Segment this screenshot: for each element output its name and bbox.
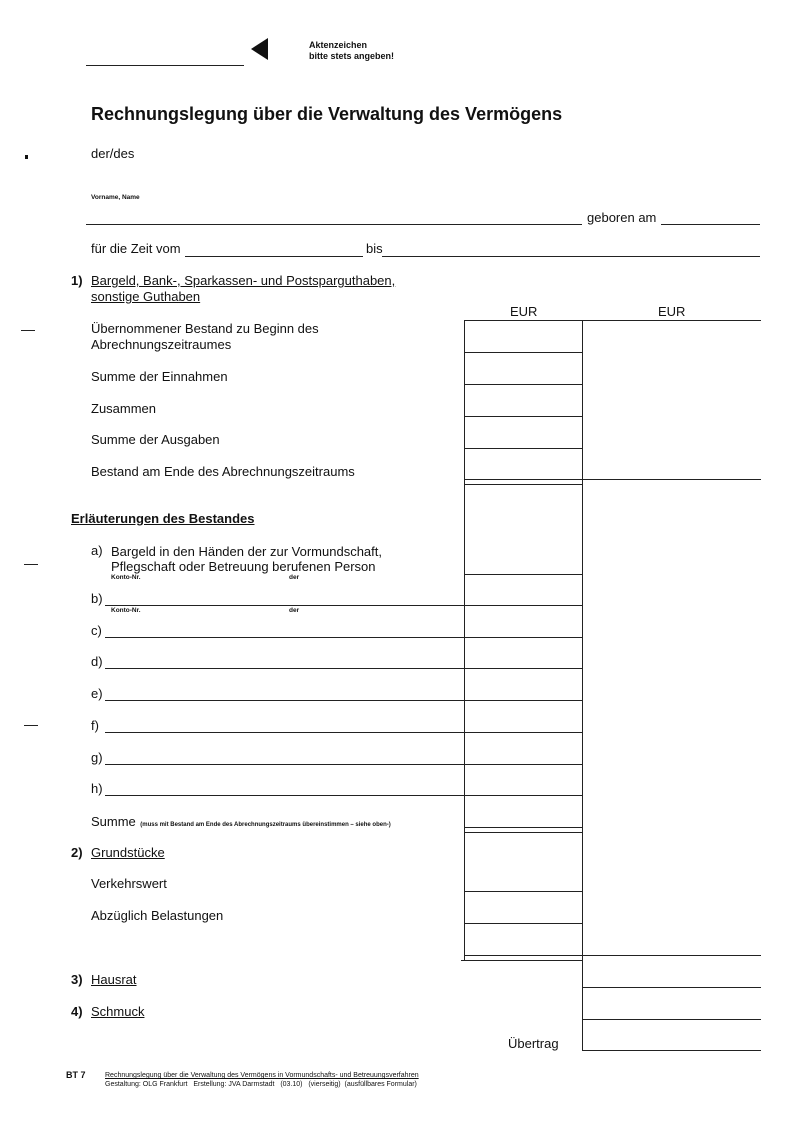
amount-ausgaben[interactable]	[464, 417, 582, 447]
amount-h[interactable]	[464, 765, 582, 794]
aktenzeichen-hint: bitte stets angeben!	[309, 51, 395, 61]
amount-summe[interactable]	[464, 796, 582, 826]
konto-label: Konto-Nr.	[111, 574, 141, 581]
amount-einnahmen[interactable]	[464, 353, 582, 383]
item-b-label: b)	[91, 591, 103, 606]
margin-mark	[24, 564, 38, 565]
item-g-field[interactable]	[105, 764, 464, 765]
amount-verkehrswert[interactable]	[464, 860, 582, 890]
item-a-text-l1: Bargeld in den Händen der zur Vormundschaft,	[111, 544, 383, 559]
section-4-title: Schmuck	[91, 1004, 145, 1019]
section-1-num: 1)	[71, 273, 83, 288]
uebertrag-label: Übertrag	[508, 1036, 559, 1051]
aktenzeichen-label: Aktenzeichen	[309, 40, 368, 50]
section-2-title: Grundstücke	[91, 845, 165, 860]
amount-e[interactable]	[464, 669, 582, 699]
section-2-num: 2)	[71, 845, 83, 860]
geboren-label: geboren am	[587, 210, 657, 225]
amount-g[interactable]	[464, 733, 582, 763]
item-a-text-l2: Pflegschaft oder Betreuung berufenen Person	[111, 559, 376, 574]
amount-b[interactable]	[464, 575, 582, 604]
derdes-label: der/des	[91, 146, 135, 161]
currency-header-2: EUR	[658, 304, 686, 319]
item-d-label: d)	[91, 654, 103, 669]
row-zusammen: Zusammen	[91, 401, 157, 416]
row-uebernommen-l2: Abrechnungszeitraumes	[91, 337, 232, 352]
geboren-field[interactable]	[661, 224, 760, 225]
item-c-field[interactable]	[105, 637, 464, 638]
summe-label: Summe	[91, 814, 136, 829]
page-title: Rechnungslegung über die Verwaltung des Vermögens	[91, 104, 563, 124]
total-hausrat[interactable]	[583, 956, 761, 986]
footer-line-2: Gestaltung: OLG Frankfurt Erstellung: JVA Darmstadt (03.10) (vierseitig) (ausfüllbares Formular)	[105, 1081, 417, 1088]
der-label: der	[289, 607, 300, 614]
amount-uebernommen[interactable]	[464, 321, 582, 351]
item-d-field[interactable]	[105, 668, 464, 669]
zeit-von-field[interactable]	[185, 256, 363, 257]
amount-f[interactable]	[464, 701, 582, 731]
total-uebertrag[interactable]	[583, 1020, 761, 1049]
margin-dot	[25, 155, 28, 159]
row-uebernommen-l1: Übernommener Bestand zu Beginn des	[91, 321, 319, 336]
amount-c[interactable]	[464, 606, 582, 636]
row-ausgaben: Summe der Ausgaben	[91, 432, 220, 447]
item-b-field[interactable]	[105, 605, 464, 606]
item-h-field[interactable]	[105, 795, 464, 796]
item-f-label: f)	[91, 718, 99, 733]
total-bestand-ende[interactable]	[583, 449, 761, 479]
name-field[interactable]	[86, 224, 582, 225]
row-verkehrswert: Verkehrswert	[91, 876, 167, 891]
footer-code: BT 7	[66, 1070, 86, 1080]
total-schmuck[interactable]	[583, 988, 761, 1018]
konto-label: Konto-Nr.	[111, 607, 141, 614]
footer-line-1: Rechnungslegung über die Verwaltung des Vermögens in Vormundschafts- und Betreuungsverfahren	[105, 1072, 419, 1079]
arrow-left-icon	[251, 38, 268, 60]
item-h-label: h)	[91, 781, 103, 796]
section-1-title-l1: Bargeld, Bank-, Sparkassen- und Postsparguthaben,	[91, 273, 396, 288]
total-grundstuecke[interactable]	[583, 924, 761, 954]
item-e-field[interactable]	[105, 700, 464, 701]
name-label: Vorname, Name	[91, 194, 140, 201]
bis-label: bis	[366, 241, 383, 256]
item-e-label: e)	[91, 686, 103, 701]
zeit-label: für die Zeit vom	[91, 241, 181, 256]
section-1-title-l2: sonstige Guthaben	[91, 289, 201, 304]
currency-header-1: EUR	[510, 304, 538, 319]
margin-mark	[21, 330, 35, 331]
erlaeuterungen-title: Erläuterungen des Bestandes	[71, 511, 255, 526]
row-einnahmen: Summe der Einnahmen	[91, 369, 228, 384]
amount-belastungen[interactable]	[464, 892, 582, 922]
aktenzeichen-field[interactable]	[86, 65, 244, 66]
amount-bestand-ende[interactable]	[464, 449, 582, 479]
summe-note: (muss mit Bestand am Ende des Abrechnungszeitraums übereinstimmen – siehe oben-)	[140, 822, 391, 828]
section-3-num: 3)	[71, 972, 83, 987]
amount-d[interactable]	[464, 638, 582, 667]
item-c-label: c)	[91, 623, 102, 638]
amount-zusammen[interactable]	[464, 385, 582, 415]
item-f-field[interactable]	[105, 732, 464, 733]
der-label: der	[289, 574, 300, 581]
amount-grundstuecke-net[interactable]	[464, 924, 582, 954]
section-4-num: 4)	[71, 1004, 83, 1019]
zeit-bis-field[interactable]	[382, 256, 760, 257]
margin-mark	[24, 725, 38, 726]
row-belastungen: Abzüglich Belastungen	[91, 908, 224, 923]
summe-row	[91, 813, 391, 831]
amount-a[interactable]	[464, 543, 582, 573]
section-3-title: Hausrat	[91, 972, 137, 987]
row-bestand-ende: Bestand am Ende des Abrechnungszeitraums	[91, 464, 355, 479]
item-a-label: a)	[91, 543, 103, 558]
item-g-label: g)	[91, 750, 103, 765]
